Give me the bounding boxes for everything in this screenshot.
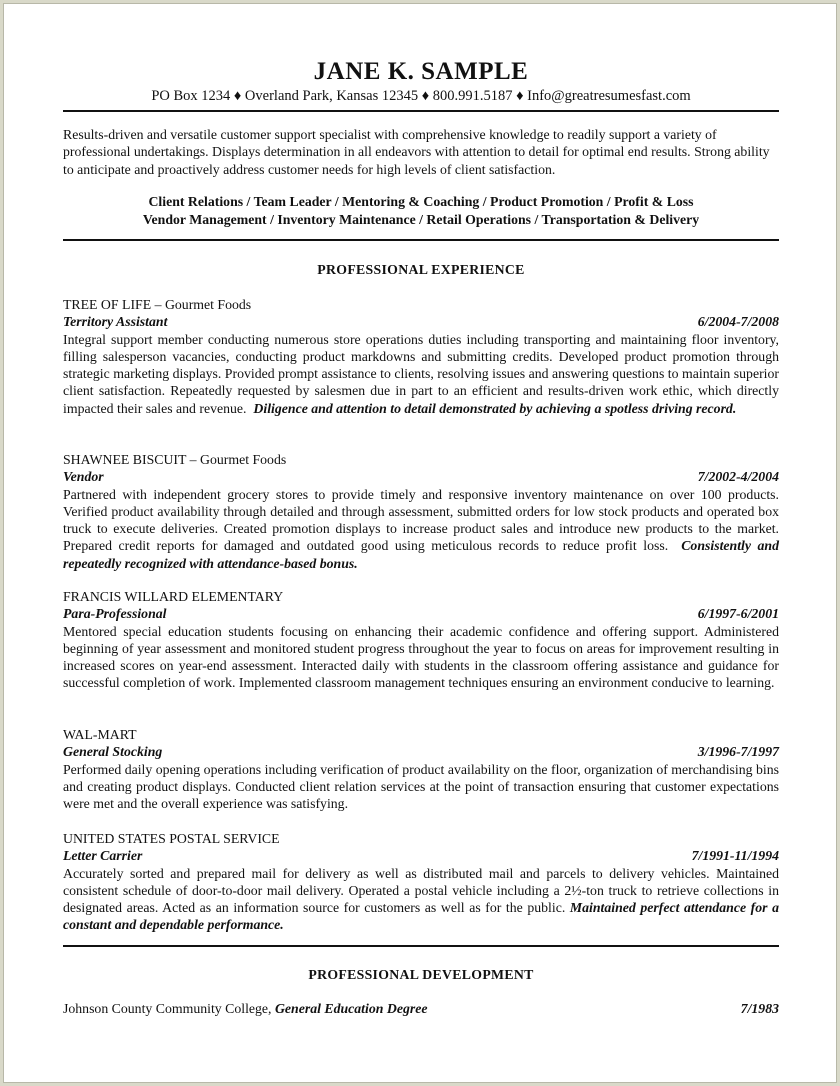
job-title: General Stocking: [63, 744, 163, 760]
job-employer: TREE OF LIFE – Gourmet Foods: [63, 297, 252, 312]
contact-info: PO Box 1234 ♦ Overland Park, Kansas 12345 ♦ 800.991.5187 ♦ Info@greatresumesfast.com: [151, 88, 691, 104]
candidate-name: JANE K. SAMPLE: [313, 58, 529, 85]
job-description: [63, 486, 779, 572]
divider: [63, 945, 779, 947]
experience-heading: PROFESSIONAL EXPERIENCE: [317, 262, 525, 277]
education-school: Johnson County Community College,: [63, 1001, 275, 1016]
education-degree: General Education Degree: [274, 1001, 428, 1016]
job-employer: SHAWNEE BISCUIT – Gourmet Foods: [63, 452, 287, 467]
job-description-text: Integral support member conducting numerous store operations duties including transporting and maintaining floor inventory, filling salesperson vacancies, conducting product markdowns and submitting credits. Developed product promotion through strategic marketing displays. Provided prompt assistance to clients, resolving issues and answering questions to maintain superior client satisfaction. Repeatedly requested by salesmen due in part to an efficient and results-driven work ethic, which directly impacted their sales and revenue.: [63, 331, 779, 416]
job-description: [63, 331, 779, 417]
job-description: [63, 761, 779, 813]
job-role-line: [63, 468, 779, 485]
job-entry: [63, 451, 779, 572]
education-entry: [63, 1001, 779, 1017]
job-title: Letter Carrier: [63, 848, 143, 864]
job-dates: 6/1997-6/2001: [697, 606, 779, 622]
skills-line-1: Client Relations / Team Leader / Mentoring & Coaching / Product Promotion / Profit & Loss: [148, 194, 694, 209]
job-entry: [63, 296, 779, 417]
job-description-text: Performed daily opening operations including verification of product availability on the floor, organization of merchandising bins and creating product displays. Conducted client relation services at the point of transaction ensuring that customer expectations were met and the overall experience was satisfying.: [63, 761, 779, 812]
job-entry: [63, 830, 779, 934]
job-highlight: Diligence and attention to detail demonstrated by achieving a spotless driving record.: [253, 400, 737, 416]
resume-page: [3, 3, 837, 1083]
job-dates: 7/1991-11/1994: [691, 848, 779, 864]
job-role-line: [63, 847, 779, 864]
job-description-text: Partnered with independent grocery stores to provide timely and responsive inventory maintenance on over 100 products. Verified product availability through detailed and through assessment, submitted orders for low stock products and operated box truck to execute deliveries. Created promotion displays to increase product sales and introduce new products to the market. Prepared credit reports for damaged and outdated good using meticulous records to reduce profit loss.: [63, 486, 779, 554]
job-dates: 3/1996-7/1997: [697, 744, 779, 760]
job-highlight: Consistently and repeatedly recognized with attendance-based bonus.: [63, 538, 779, 571]
job-employer: WAL-MART: [63, 727, 137, 742]
job-role-line: [63, 743, 779, 760]
job-entry: [63, 726, 779, 812]
job-dates: 7/2002-4/2004: [697, 469, 779, 485]
job-title: Territory Assistant: [63, 314, 168, 330]
job-entry: [63, 588, 779, 692]
job-description-text: Accurately sorted and prepared mail for delivery as well as distributed mail and parcels to delivery vehicles. Maintained consistent schedule of door-to-door mail delivery. Operated a postal vehicle including a 2½-ton truck to retrieve collections in designated areas. Acted as an information source for customers as well as for the public.: [63, 865, 779, 916]
summary-paragraph: Results-driven and versatile customer support specialist with comprehensive knowledge to readily support a variety of professional undertakings. Displays determination in all endeavors with attention to detail for optimal end results. Strong ability to anticipate and proactively address customer needs for high levels of client satisfaction.: [63, 127, 770, 177]
job-title: Vendor: [63, 469, 104, 485]
education-school-line: [63, 1001, 427, 1017]
job-description: [63, 865, 779, 934]
job-description-text: Mentored special education students focusing on enhancing their academic confidence and offering support. Administered beginning of year assessment and monitored student progress throughout the year to focus on areas for improvement resulting in increased scores on year-end assessment. Interacted daily with students in the classroom offering assistance and guidance for successful completion of work. Implemented classroom management techniques ensuring an environment conducive to learning.: [63, 623, 779, 691]
divider: [63, 110, 779, 112]
job-dates: 6/2004-7/2008: [697, 314, 779, 330]
education-date: 7/1983: [740, 1001, 779, 1016]
job-highlight: Maintained perfect attendance for a constant and dependable performance.: [63, 900, 780, 933]
job-employer: FRANCIS WILLARD ELEMENTARY: [63, 589, 284, 604]
job-role-line: [63, 313, 779, 330]
job-title: Para-Professional: [63, 606, 167, 622]
job-description: [63, 623, 779, 692]
divider: [63, 239, 779, 241]
development-heading: PROFESSIONAL DEVELOPMENT: [308, 967, 534, 982]
skills-line-2: Vendor Management / Inventory Maintenance / Retail Operations / Transportation & Delivery: [142, 212, 700, 227]
job-employer: UNITED STATES POSTAL SERVICE: [63, 831, 280, 846]
job-role-line: [63, 605, 779, 622]
